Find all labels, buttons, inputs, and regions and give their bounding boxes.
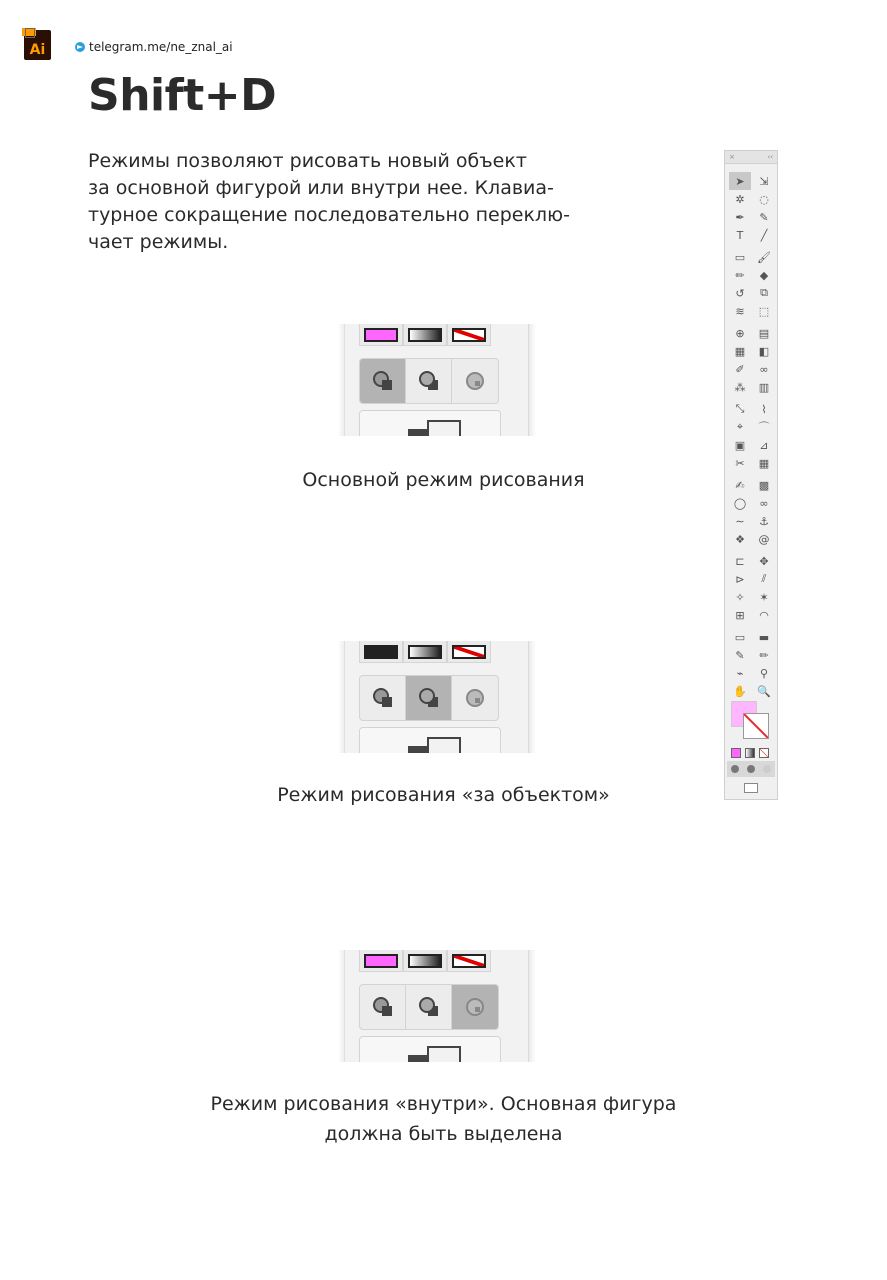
rectangle-icon[interactable]: ▭ bbox=[734, 250, 746, 264]
screen-mode-icon bbox=[406, 1045, 462, 1062]
color-button[interactable] bbox=[359, 324, 403, 346]
color-mode-row bbox=[359, 950, 491, 972]
spiral-icon[interactable]: @ bbox=[758, 532, 770, 546]
mesh-icon[interactable]: ▦ bbox=[734, 344, 746, 358]
gradient-button[interactable] bbox=[403, 641, 447, 663]
type-icon[interactable]: T bbox=[736, 228, 744, 242]
draw-modes-row bbox=[359, 358, 499, 404]
paintbrush-icon[interactable]: 🖌 bbox=[757, 250, 771, 264]
intro-line: за основной фигурой или внутри нее. Клавиа- bbox=[88, 177, 554, 199]
draw-behind-button[interactable] bbox=[406, 676, 452, 720]
reshape-icon[interactable]: ⊳ bbox=[735, 572, 745, 586]
pattern-icon[interactable]: ▩ bbox=[758, 478, 770, 492]
crop-icon[interactable]: ⊏ bbox=[735, 554, 745, 568]
color-mode-row bbox=[359, 641, 491, 663]
screen-mode-icon[interactable] bbox=[744, 783, 758, 793]
caption-draw-inside bbox=[0, 1089, 887, 1149]
smooth-icon[interactable]: ∼ bbox=[735, 514, 745, 528]
lasso-icon[interactable]: ◌ bbox=[759, 192, 769, 206]
column-graph-icon[interactable]: ▥ bbox=[758, 380, 770, 394]
draw-behind-button[interactable] bbox=[747, 765, 755, 773]
draw-inside-button[interactable] bbox=[452, 359, 498, 403]
eraser-icon[interactable]: ◆ bbox=[759, 268, 769, 282]
draw-inside-button[interactable] bbox=[763, 765, 771, 773]
magic-wand-icon[interactable]: ✲ bbox=[735, 192, 745, 206]
selection-tool-icon[interactable]: ➤ bbox=[729, 172, 751, 190]
gradient-button[interactable] bbox=[745, 748, 755, 758]
path-icon[interactable]: ⌁ bbox=[736, 666, 744, 680]
draw-modes-row bbox=[359, 675, 499, 721]
intro-line: чает режимы. bbox=[88, 231, 229, 253]
color-mode-row bbox=[359, 324, 491, 346]
ellipse-icon[interactable]: ◯ bbox=[733, 496, 747, 510]
screen-mode-button[interactable] bbox=[359, 1036, 501, 1062]
direct-selection-icon[interactable]: ⇲ bbox=[759, 174, 769, 188]
arc-icon[interactable]: ◠ bbox=[759, 608, 769, 622]
envelope-icon[interactable]: ⊿ bbox=[759, 438, 769, 452]
blend-icon[interactable]: ∞ bbox=[759, 362, 769, 376]
telegram-link[interactable] bbox=[75, 40, 233, 54]
caption-line: Режим рисования «за объектом» bbox=[277, 784, 610, 806]
draw-modes-row bbox=[727, 761, 775, 777]
image-trace-icon[interactable]: ▣ bbox=[734, 438, 746, 452]
gradient-icon[interactable]: ◧ bbox=[758, 344, 770, 358]
close-icon[interactable]: × bbox=[729, 153, 735, 161]
illustrator-logo bbox=[24, 30, 51, 60]
frame-icon[interactable]: ▭ bbox=[734, 630, 746, 644]
none-button[interactable] bbox=[447, 641, 491, 663]
shape-builder-icon[interactable]: ⊕ bbox=[735, 326, 745, 340]
caption-line: должна быть выделена bbox=[324, 1123, 563, 1145]
slice-icon[interactable]: ⌇ bbox=[761, 402, 767, 416]
gradient-button[interactable] bbox=[403, 950, 447, 972]
width-icon[interactable]: ≋ bbox=[735, 304, 745, 318]
caption-line: Основной режим рисования bbox=[302, 469, 585, 491]
color-mode-buttons bbox=[731, 748, 769, 758]
draw-modes-row bbox=[359, 984, 499, 1030]
draw-behind-button[interactable] bbox=[406, 359, 452, 403]
draw-normal-button[interactable] bbox=[731, 765, 739, 773]
none-button[interactable] bbox=[759, 748, 769, 758]
tools-grid bbox=[725, 164, 777, 704]
star-alt-icon[interactable]: ✶ bbox=[759, 590, 769, 604]
tools-panel bbox=[724, 150, 778, 800]
intro-line: Режимы позволяют рисовать новый объект bbox=[88, 150, 527, 172]
collapse-icon[interactable]: ‹‹ bbox=[767, 153, 773, 161]
shear-icon[interactable]: ⫽ bbox=[761, 572, 767, 585]
screen-mode-button[interactable] bbox=[359, 727, 501, 753]
draw-normal-button[interactable] bbox=[360, 676, 406, 720]
symbol-sprayer-icon[interactable]: ⁂ bbox=[734, 380, 746, 394]
artboard-icon[interactable]: ⤡ bbox=[735, 402, 745, 415]
fill-stroke-swatches bbox=[729, 701, 773, 741]
screen-mode-icon bbox=[406, 419, 462, 436]
curvature-icon[interactable]: ✎ bbox=[759, 210, 769, 224]
caption-line: Режим рисования «внутри». Основная фигура bbox=[210, 1093, 677, 1115]
none-button[interactable] bbox=[447, 950, 491, 972]
measure-icon[interactable]: ⚲ bbox=[759, 666, 769, 680]
stroke-swatch[interactable] bbox=[743, 713, 769, 739]
draw-behind-illustration bbox=[338, 641, 536, 753]
tools-panel-header[interactable] bbox=[725, 151, 777, 164]
zoom-icon[interactable]: 🔍 bbox=[757, 684, 771, 698]
paint-icon[interactable]: ✏ bbox=[759, 648, 769, 662]
brush-icon[interactable]: ✎ bbox=[735, 648, 745, 662]
telegram-link-text[interactable]: telegram.me/ne_znal_ai bbox=[89, 40, 233, 54]
hand-icon[interactable]: ✋ bbox=[733, 684, 747, 698]
blob-brush-icon[interactable]: ✍ bbox=[735, 478, 745, 492]
screen-mode-icon bbox=[406, 736, 462, 753]
color-button[interactable] bbox=[359, 641, 403, 663]
line-icon[interactable]: ╱ bbox=[760, 228, 768, 242]
eyedropper-icon[interactable]: ✐ bbox=[735, 362, 745, 376]
draw-behind-button[interactable] bbox=[406, 985, 452, 1029]
knife-icon[interactable]: ▦ bbox=[758, 456, 770, 470]
ruler-icon[interactable]: ▬ bbox=[758, 630, 770, 644]
intro-paragraph bbox=[88, 148, 588, 256]
draw-normal-button[interactable] bbox=[360, 985, 406, 1029]
rotate-icon[interactable]: ↺ bbox=[735, 286, 745, 300]
glasses-icon[interactable]: ∞ bbox=[759, 496, 769, 510]
telegram-icon bbox=[75, 42, 85, 52]
screen-mode-button[interactable] bbox=[359, 410, 501, 436]
color-button[interactable] bbox=[731, 748, 741, 758]
draw-normal-button[interactable] bbox=[360, 359, 406, 403]
warp-icon[interactable]: ⌒ bbox=[758, 421, 770, 434]
live-paint-icon[interactable]: ❖ bbox=[735, 532, 745, 546]
color-button[interactable] bbox=[359, 950, 403, 972]
gradient-button[interactable] bbox=[403, 324, 447, 346]
scale-icon[interactable]: ⧉ bbox=[760, 286, 768, 299]
star-icon[interactable]: ✧ bbox=[735, 590, 745, 604]
anchor-icon[interactable]: ⚓ bbox=[759, 514, 769, 528]
draw-normal-illustration bbox=[338, 324, 536, 436]
draw-inside-illustration bbox=[338, 950, 536, 1062]
perspective-icon[interactable]: ▤ bbox=[758, 326, 770, 340]
grid-icon[interactable]: ⊞ bbox=[735, 608, 745, 622]
intro-line: турное сокращение последовательно переклю- bbox=[88, 204, 570, 226]
puppet-warp-icon[interactable]: ⌖ bbox=[736, 420, 744, 433]
draw-inside-button[interactable] bbox=[452, 985, 498, 1029]
scissors-icon[interactable]: ✂ bbox=[735, 456, 745, 470]
page-title: Shift+D bbox=[88, 70, 277, 121]
pen-icon[interactable]: ✒ bbox=[735, 210, 745, 224]
pencil-icon[interactable]: ✏ bbox=[735, 268, 745, 282]
logo-text: Ai bbox=[29, 42, 46, 58]
none-button[interactable] bbox=[447, 324, 491, 346]
free-transform-icon[interactable]: ⬚ bbox=[758, 304, 770, 318]
move-icon[interactable]: ✥ bbox=[759, 554, 769, 568]
draw-inside-button[interactable] bbox=[452, 676, 498, 720]
